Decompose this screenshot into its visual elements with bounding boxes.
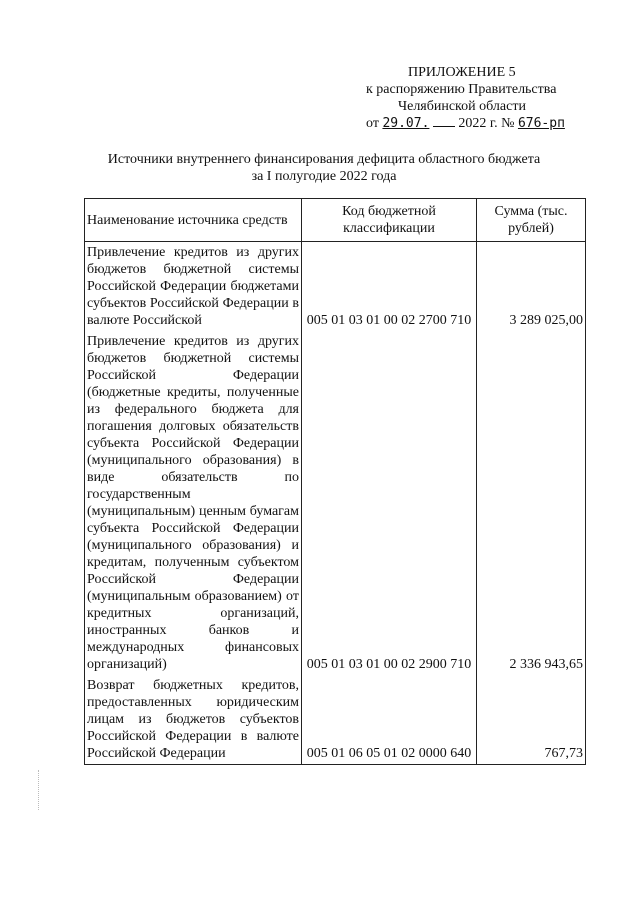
column-header-code: Код бюджетной классификации xyxy=(302,199,477,242)
source-name: Возврат бюджетных кредитов, предоставленных юридическим лицам из бюджетов субъектов Российской Федерации в валюте Российской Федерации xyxy=(85,675,302,765)
budget-code: 005 01 03 01 00 02 2900 710 xyxy=(302,331,477,675)
table-row xyxy=(85,675,586,765)
date-underline xyxy=(433,125,455,127)
table-row xyxy=(85,331,586,675)
appendix-line-2: Челябинской области xyxy=(398,99,526,114)
table-header-row xyxy=(85,199,586,242)
column-header-name: Наименование источника средств xyxy=(85,199,302,242)
handwritten-number: 676-рп xyxy=(517,116,565,131)
budget-code: 005 01 03 01 00 02 2700 710 xyxy=(302,242,477,332)
from-prefix: от xyxy=(366,116,379,131)
column-header-amount: Сумма (тыс. рублей) xyxy=(477,199,586,242)
budget-code: 005 01 06 05 01 02 0000 640 xyxy=(302,675,477,765)
amount-value: 767,73 xyxy=(477,675,586,765)
year-text: 2022 г. № xyxy=(458,116,515,131)
source-name: Привлечение кредитов из других бюджетов бюджетной системы Российской Федерации бюджетами субъектов Российской Федерации в валюте Российской xyxy=(85,242,302,332)
source-name: Привлечение кредитов из других бюджетов бюджетной системы Российской Федерации (бюджетные кредиты, полученные из федерального бюджета для погашения долговых обязательств субъекта Российской Федерации (муниципального образования) в виде обязательств по государственным (муниципальным) ценным бумагам субъекта Российской Федерации (муниципального образования) и кредитам, полученным субъектом Российской Федерации (муниципальным образованием) от кредитных организаций, иностранных банков и международных финансовых организаций) xyxy=(85,331,302,675)
scan-margin-mark xyxy=(38,770,41,810)
amount-value: 2 336 943,65 xyxy=(477,331,586,675)
document-title-line-2: за I полугодие 2022 года xyxy=(251,169,397,184)
financing-sources-table xyxy=(84,198,586,765)
appendix-date-line xyxy=(360,115,580,132)
document-title-line-1: Источники внутреннего финансирования дефицита областного бюджета xyxy=(107,152,541,167)
amount-value: 3 289 025,00 xyxy=(477,242,586,332)
document-title xyxy=(84,151,564,185)
appendix-line-1: к распоряжению Правительства xyxy=(366,82,557,97)
appendix-header xyxy=(360,64,580,132)
appendix-title: ПРИЛОЖЕНИЕ 5 xyxy=(408,65,516,80)
table-row xyxy=(85,242,586,332)
handwritten-date: 29.07. xyxy=(382,116,430,131)
